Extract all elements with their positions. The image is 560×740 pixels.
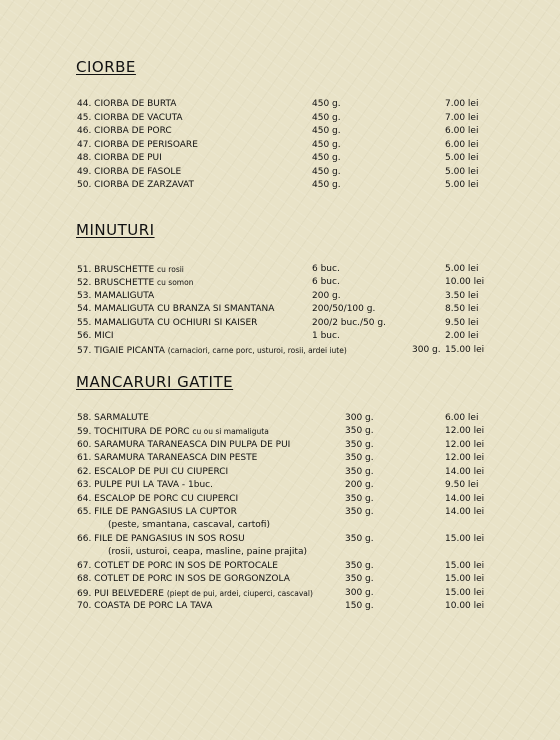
item-price: 10.00 lei	[445, 277, 485, 287]
item-description: (rosii, usturoi, ceapa, masline, paine prajita)	[108, 547, 307, 557]
item-name: 44. CIORBA DE BURTA	[77, 99, 177, 109]
item-name: 58. SARMALUTE	[77, 413, 149, 423]
item-name: 57. TIGAIE PICANTA	[77, 346, 165, 356]
item-quantity: 6 buc.	[312, 277, 340, 287]
item-price: 9.50 lei	[445, 318, 479, 328]
item-price: 15.00 lei	[445, 345, 485, 355]
menu-item	[0, 587, 560, 600]
menu-item	[0, 452, 560, 465]
item-price: 9.50 lei	[445, 480, 479, 490]
item-note: cu somon	[157, 278, 194, 287]
item-quantity: 200 g.	[345, 480, 374, 490]
item-quantity: 450 g.	[312, 126, 341, 136]
item-price: 8.50 lei	[445, 304, 479, 314]
item-note: (piept de pui, ardei, ciuperci, cascaval)	[166, 589, 313, 598]
item-name: 46. CIORBA DE PORC	[77, 126, 172, 136]
item-quantity: 450 g.	[312, 140, 341, 150]
item-price: 12.00 lei	[445, 440, 485, 450]
item-quantity: 450 g.	[312, 167, 341, 177]
menu-item	[0, 152, 560, 165]
item-quantity: 350 g.	[345, 574, 374, 584]
item-price: 7.00 lei	[445, 113, 479, 123]
item-name: 64. ESCALOP DE PORC CU CIUPERCI	[77, 494, 239, 504]
item-note: cu ou si mamaliguta	[192, 427, 269, 436]
section-title-minuturi: MINUTURI	[76, 221, 155, 239]
menu-item	[0, 98, 560, 111]
menu-item	[0, 560, 560, 573]
item-name: 48. CIORBA DE PUI	[77, 153, 162, 163]
item-quantity: 300 g.	[412, 345, 441, 355]
menu-item	[0, 166, 560, 179]
menu-item	[0, 303, 560, 316]
item-name: 59. TOCHITURA DE PORC	[77, 427, 190, 437]
item-quantity: 450 g.	[312, 153, 341, 163]
item-name: 52. BRUSCHETTE	[77, 278, 155, 288]
item-quantity: 350 g.	[345, 507, 374, 517]
item-name: 51. BRUSCHETTE	[77, 265, 155, 275]
menu-item	[0, 600, 560, 613]
item-quantity: 300 g.	[345, 588, 374, 598]
menu-item	[0, 290, 560, 303]
item-description: (peste, smantana, cascaval, cartofi)	[108, 520, 270, 530]
item-name: 68. COTLET DE PORC IN SOS DE GORGONZOLA	[77, 574, 290, 584]
menu-item	[0, 479, 560, 492]
item-price: 5.00 lei	[445, 167, 479, 177]
item-name: 56. MICI	[77, 331, 114, 341]
menu-item	[0, 412, 560, 425]
item-price: 7.00 lei	[445, 99, 479, 109]
section-title-ciorbe: CIORBE	[76, 58, 136, 76]
item-price: 10.00 lei	[445, 601, 485, 611]
item-quantity: 200/2 buc./50 g.	[312, 318, 386, 328]
item-quantity: 200/50/100 g.	[312, 304, 376, 314]
item-quantity: 200 g.	[312, 291, 341, 301]
item-quantity: 350 g.	[345, 440, 374, 450]
item-quantity: 450 g.	[312, 99, 341, 109]
item-note: (carnaciori, carne porc, usturoi, rosii, ardei iute)	[167, 346, 347, 355]
menu-item	[0, 276, 560, 289]
item-price: 15.00 lei	[445, 574, 485, 584]
menu-item	[0, 425, 560, 438]
item-name: 70. COASTA DE PORC LA TAVA	[77, 601, 213, 611]
section-title-mancaruri-gatite: MANCARURI GATITE	[76, 373, 234, 391]
item-name: 69. PUI BELVEDERE	[77, 589, 164, 599]
menu-item	[0, 573, 560, 586]
item-price: 5.00 lei	[445, 264, 479, 274]
item-quantity: 350 g.	[345, 426, 374, 436]
menu-item	[0, 125, 560, 138]
menu-item	[0, 139, 560, 152]
item-price: 6.00 lei	[445, 413, 479, 423]
item-quantity: 350 g.	[345, 561, 374, 571]
item-quantity: 150 g.	[345, 601, 374, 611]
item-price: 6.00 lei	[445, 140, 479, 150]
item-name: 61. SARAMURA TARANEASCA DIN PESTE	[77, 453, 258, 463]
item-quantity: 350 g.	[345, 534, 374, 544]
menu-item	[0, 263, 560, 276]
item-name: 62. ESCALOP DE PUI CU CIUPERCI	[77, 467, 229, 477]
item-price: 5.00 lei	[445, 180, 479, 190]
menu-item	[0, 330, 560, 343]
item-name: 60. SARAMURA TARANEASCA DIN PULPA DE PUI	[77, 440, 291, 450]
item-quantity: 300 g.	[345, 413, 374, 423]
item-price: 15.00 lei	[445, 534, 485, 544]
item-note: cu rosii	[157, 265, 184, 274]
item-price: 6.00 lei	[445, 126, 479, 136]
menu-item	[0, 506, 560, 519]
item-name: 45. CIORBA DE VACUTA	[77, 113, 183, 123]
item-price: 12.00 lei	[445, 453, 485, 463]
item-price: 14.00 lei	[445, 467, 485, 477]
menu-item-description	[0, 546, 560, 559]
item-price: 15.00 lei	[445, 561, 485, 571]
item-quantity: 450 g.	[312, 180, 341, 190]
item-price: 14.00 lei	[445, 507, 485, 517]
menu-item	[0, 493, 560, 506]
item-name: 49. CIORBA DE FASOLE	[77, 167, 182, 177]
item-price: 12.00 lei	[445, 426, 485, 436]
menu-item	[0, 439, 560, 452]
item-name: 54. MAMALIGUTA CU BRANZA SI SMANTANA	[77, 304, 275, 314]
menu-item	[0, 533, 560, 546]
item-name: 66. FILE DE PANGASIUS IN SOS ROSU	[77, 534, 245, 544]
item-quantity: 1 buc.	[312, 331, 340, 341]
item-name: 55. MAMALIGUTA CU OCHIURI SI KAISER	[77, 318, 258, 328]
item-price: 15.00 lei	[445, 588, 485, 598]
item-quantity: 350 g.	[345, 494, 374, 504]
item-name: 67. COTLET DE PORC IN SOS DE PORTOCALE	[77, 561, 278, 571]
menu-item	[0, 179, 560, 192]
item-quantity: 450 g.	[312, 113, 341, 123]
item-quantity: 350 g.	[345, 467, 374, 477]
item-name: 50. CIORBA DE ZARZAVAT	[77, 180, 194, 190]
menu-item	[0, 317, 560, 330]
item-name: 53. MAMALIGUTA	[77, 291, 155, 301]
menu-item	[0, 466, 560, 479]
item-price: 14.00 lei	[445, 494, 485, 504]
item-name: 47. CIORBA DE PERISOARE	[77, 140, 198, 150]
item-price: 5.00 lei	[445, 153, 479, 163]
item-name: 63. PULPE PUI LA TAVA - 1buc.	[77, 480, 213, 490]
item-price: 2.00 lei	[445, 331, 479, 341]
menu-item	[0, 112, 560, 125]
item-name: 65. FILE DE PANGASIUS LA CUPTOR	[77, 507, 237, 517]
menu-item	[0, 344, 560, 357]
item-quantity: 6 buc.	[312, 264, 340, 274]
item-price: 3.50 lei	[445, 291, 479, 301]
item-quantity: 350 g.	[345, 453, 374, 463]
menu-item-description	[0, 519, 560, 532]
